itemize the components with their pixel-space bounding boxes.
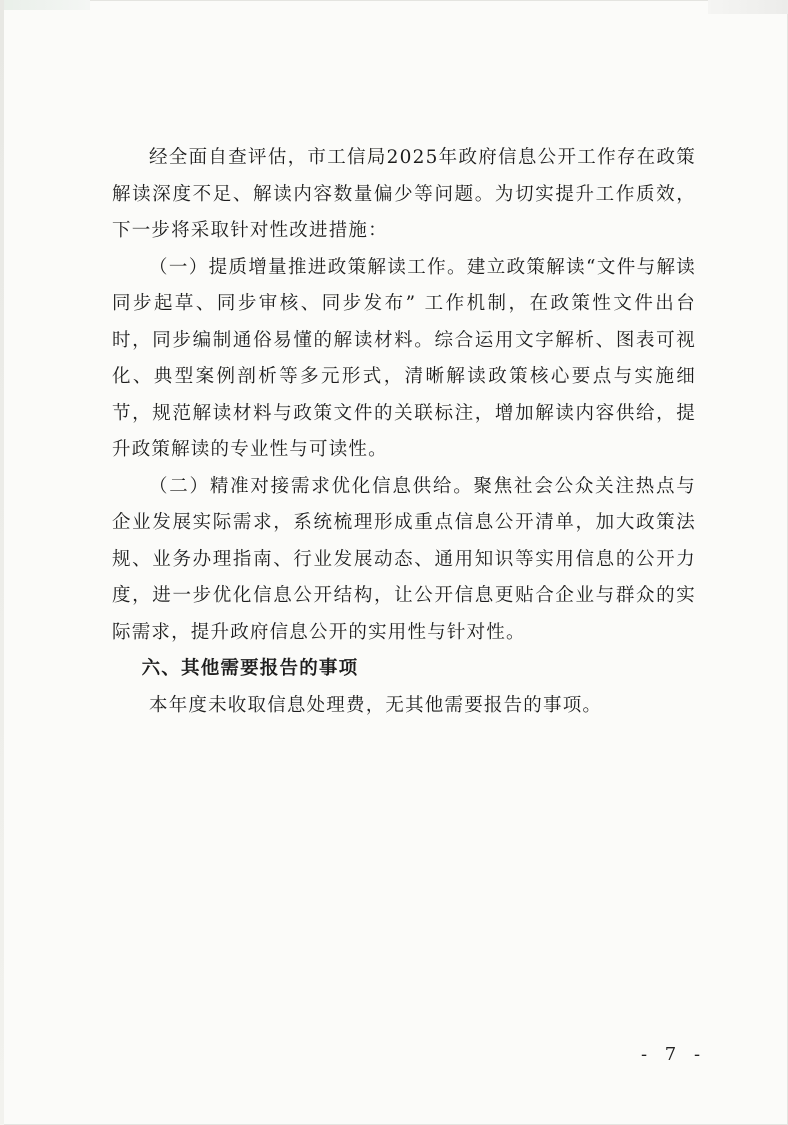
measure-1-text: 建立政策解读“文件与解读同步起草、同步审核、同步发布” 工作机制，在政策性文件出台时，同步编制通俗易懂的解读材料。综合运用文字解析、图表可视化、典型案例剖析等多元形式，清晰解读政策核心要点与实施细节，规范解读材料与政策文件的关联标注，增加解读内容供给，提升政策解读的专业性与可读性。 bbox=[112, 256, 697, 460]
paragraph-measure-2 bbox=[112, 469, 696, 652]
page-number: - 7 - bbox=[641, 1044, 707, 1065]
scan-artifact-right bbox=[708, 0, 788, 14]
measure-1-lead: （一）提质增量推进政策解读工作。 bbox=[149, 256, 467, 278]
measure-2-lead: （二）精准对接需求优化信息供给。 bbox=[149, 475, 474, 497]
section-heading: 六、其他需要报告的事项 bbox=[141, 658, 359, 679]
page-edge bbox=[0, 0, 4, 1125]
measure-2-text: 聚焦社会公众关注热点与企业发展实际需求，系统梳理形成重点信息公开清单，加大政策法规、业务办理指南、行业发展动态、通用知识等实用信息的公开力度，进一步优化信息公开结构，让公开信息更贴合企业与群众的实际需求，提升政府信息公开的实用性与针对性。 bbox=[112, 475, 697, 643]
paragraph-intro-text: 经全面自查评估，市工信局2025年政府信息公开工作存在政策解读深度不足、解读内容数量偏少等问题。为切实提升工作质效，下一步将采取针对性改进措施： bbox=[112, 147, 696, 241]
section-body: 本年度未收取信息处理费，无其他需要报告的事项。 bbox=[149, 694, 603, 716]
scan-artifact-left bbox=[0, 0, 90, 10]
document-body bbox=[112, 140, 696, 724]
paragraph-intro bbox=[112, 140, 696, 250]
paragraph-measure-1 bbox=[112, 250, 696, 469]
